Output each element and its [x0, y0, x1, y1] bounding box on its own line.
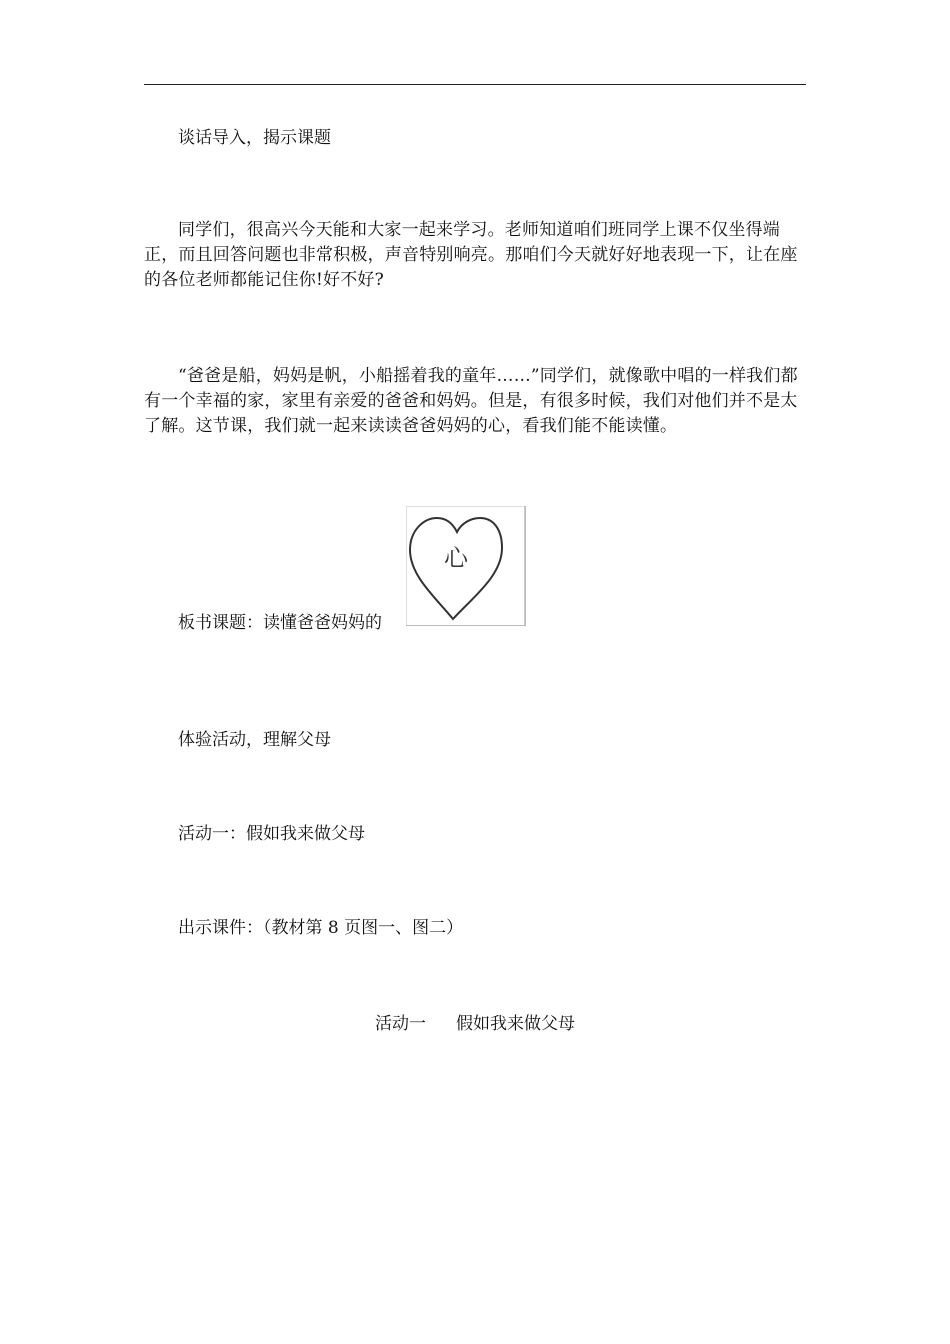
paragraph-greeting: 同学们，很高兴今天能和大家一起来学习。老师知道咱们班同学上课不仅坐得端正，而且回答问题也非常积极，声音特别响亮。那咱们今天就好好地表现一下，让在座的各位老师都能记住你!好不好?	[144, 220, 798, 290]
section-heading-experience: 体验活动，理解父母	[178, 730, 331, 750]
caption-title: 假如我来做父母	[456, 1014, 575, 1034]
paragraph-song: “爸爸是船，妈妈是帆，小船摇着我的童年……”同学们，就像歌中唱的一样我们都有一个幸福的家，家里有亲爱的爸爸和妈妈。但是，有很多时候，我们对他们并不是太了解。这节课，我们就一起来读读爸爸妈妈的心，看我们能不能读懂。	[144, 366, 798, 436]
section-heading-intro: 谈话导入，揭示课题	[178, 128, 331, 148]
heart-icon	[406, 506, 526, 626]
activity-caption	[0, 1012, 950, 1036]
courseware-note: 出示课件：（教材第 8 页图一、图二）	[178, 918, 464, 938]
caption-label: 活动一	[375, 1014, 426, 1034]
header-divider	[144, 84, 806, 85]
heart-figure	[406, 506, 526, 626]
activity-one-heading: 活动一：假如我来做父母	[178, 824, 365, 844]
board-title-text: 板书课题：读懂爸爸妈妈的	[178, 613, 382, 633]
heart-char: 心	[444, 544, 468, 572]
